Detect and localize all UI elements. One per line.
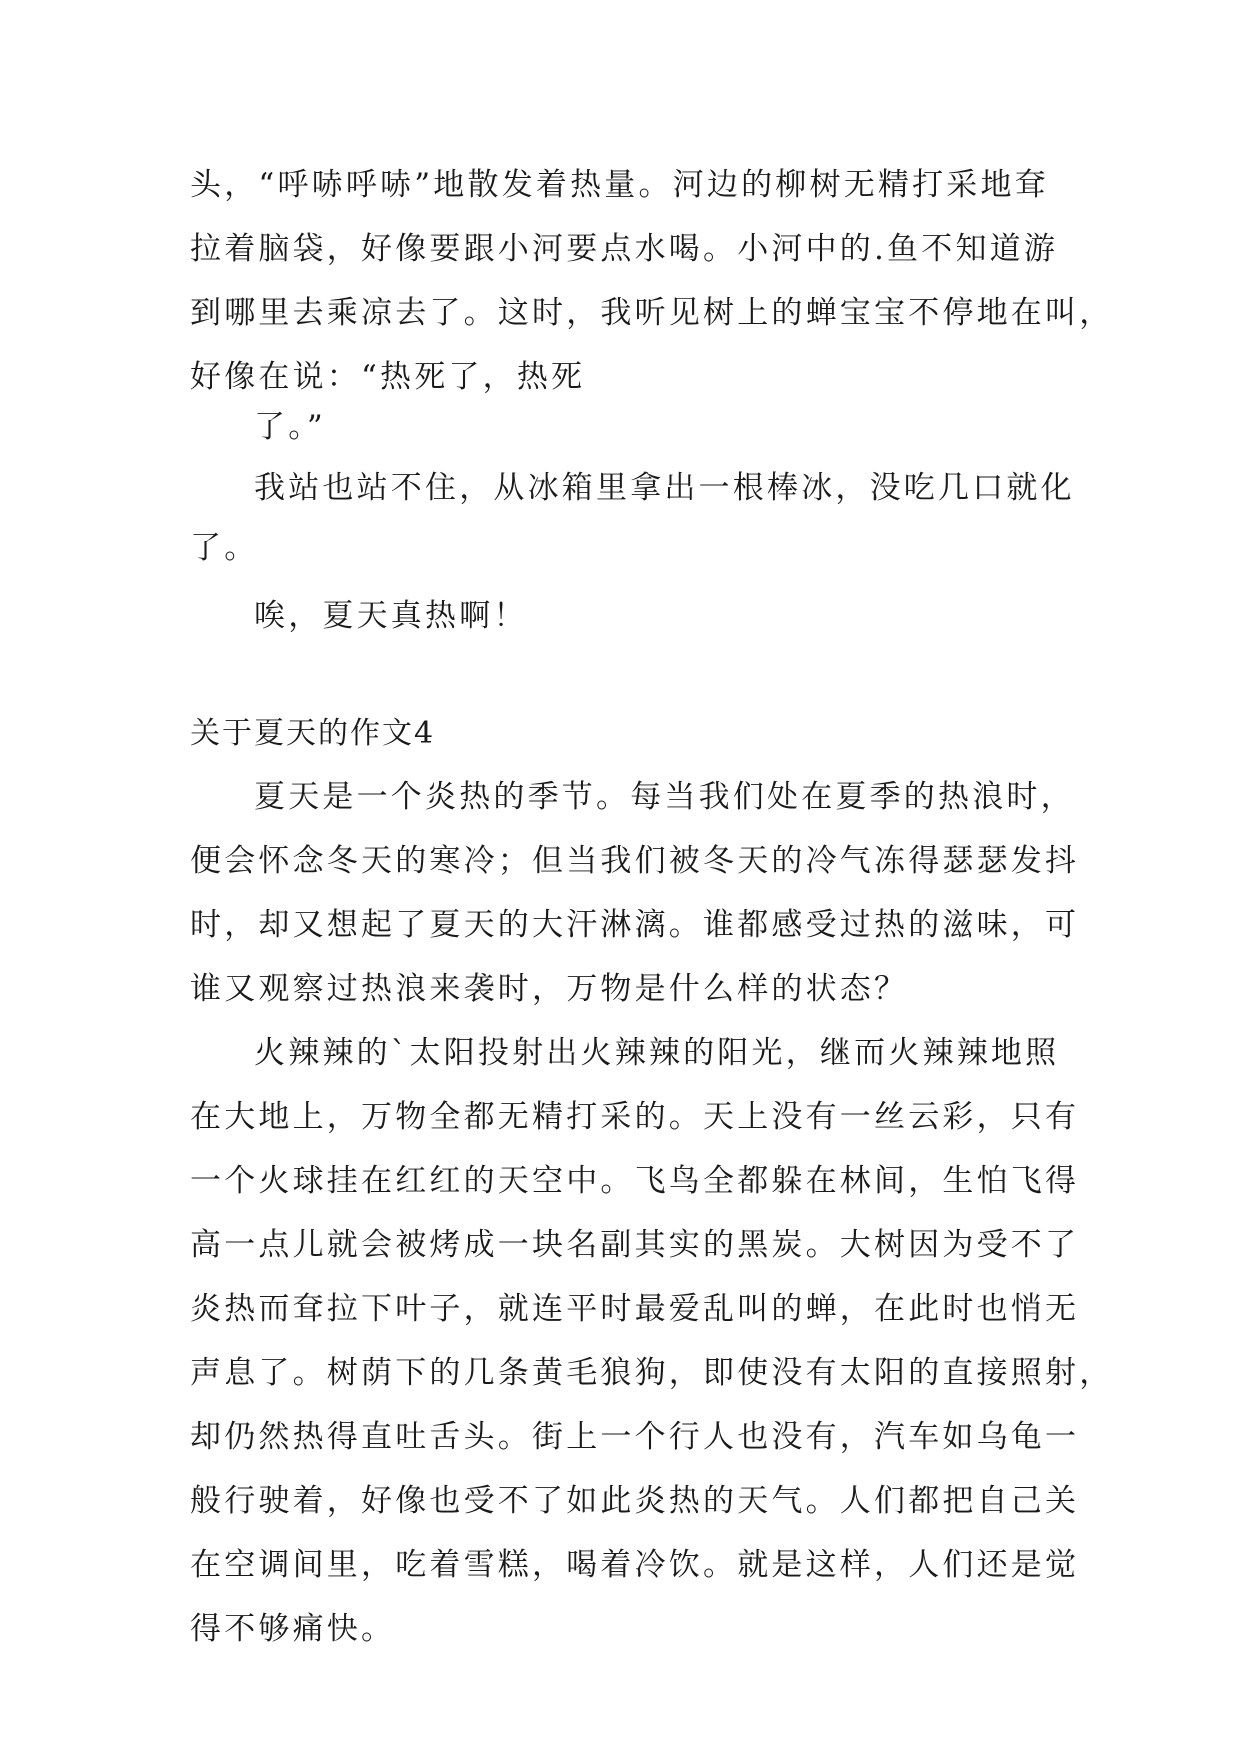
paragraph-line: 谁又观察过热浪来袭时，万物是什么样的状态？ bbox=[190, 971, 909, 1007]
paragraph-line: 我站也站不住，从冰箱里拿出一根棒冰，没吃几口就化 bbox=[254, 470, 1075, 506]
paragraph-line: 却仍然热得直吐舌头。街上一个行人也没有，汽车如乌龟一 bbox=[190, 1419, 1080, 1455]
paragraph-line: 一个火球挂在红红的天空中。飞鸟全都躲在林间，生怕飞得 bbox=[190, 1163, 1080, 1199]
paragraph-line: 了。” bbox=[254, 409, 326, 445]
paragraph-line: 好像在说：“热死了，热死 bbox=[190, 359, 586, 395]
section-heading: 关于夏天的作文4 bbox=[190, 716, 436, 751]
paragraph-line: 时，却又想起了夏天的大汗淋漓。谁都感受过热的滋味，可 bbox=[190, 907, 1080, 943]
paragraph-line: 唉，夏天真热啊！ bbox=[254, 598, 528, 634]
paragraph-line: 到哪里去乘凉去了。这时，我听见树上的蝉宝宝不停地在叫， bbox=[190, 295, 1114, 331]
paragraph-line: 炎热而耷拉下叶子，就连平时最爱乱叫的蝉，在此时也悄无 bbox=[190, 1291, 1080, 1327]
paragraph-line: 了。 bbox=[190, 530, 259, 566]
paragraph-line: 在大地上，万物全都无精打采的。天上没有一丝云彩，只有 bbox=[190, 1099, 1080, 1135]
paragraph-line: 在空调间里，吃着雪糕，喝着冷饮。就是这样，人们还是觉 bbox=[190, 1547, 1080, 1583]
paragraph-line: 便会怀念冬天的寒冷；但当我们被冬天的冷气冻得瑟瑟发抖 bbox=[190, 843, 1080, 879]
paragraph-line: 拉着脑袋，好像要跟小河要点水喝。小河中的.鱼不知道游 bbox=[190, 231, 1059, 267]
paragraph-line: 般行驶着，好像也受不了如此炎热的天气。人们都把自己关 bbox=[190, 1483, 1080, 1519]
paragraph-line: 声息了。树荫下的几条黄毛狼狗，即使没有太阳的直接照射， bbox=[190, 1355, 1114, 1391]
paragraph-line: 高一点儿就会被烤成一块名副其实的黑炭。大树因为受不了 bbox=[190, 1227, 1080, 1263]
paragraph-line: 夏天是一个炎热的季节。每当我们处在夏季的热浪时， bbox=[254, 779, 1075, 815]
paragraph-line: 火辣辣的`太阳投射出火辣辣的阳光，继而火辣辣地照 bbox=[254, 1035, 1060, 1071]
paragraph-line: 头，“呼哧呼哧”地散发着热量。河边的柳树无精打采地耷 bbox=[190, 167, 1049, 203]
paragraph-line: 得不够痛快。 bbox=[190, 1611, 396, 1647]
